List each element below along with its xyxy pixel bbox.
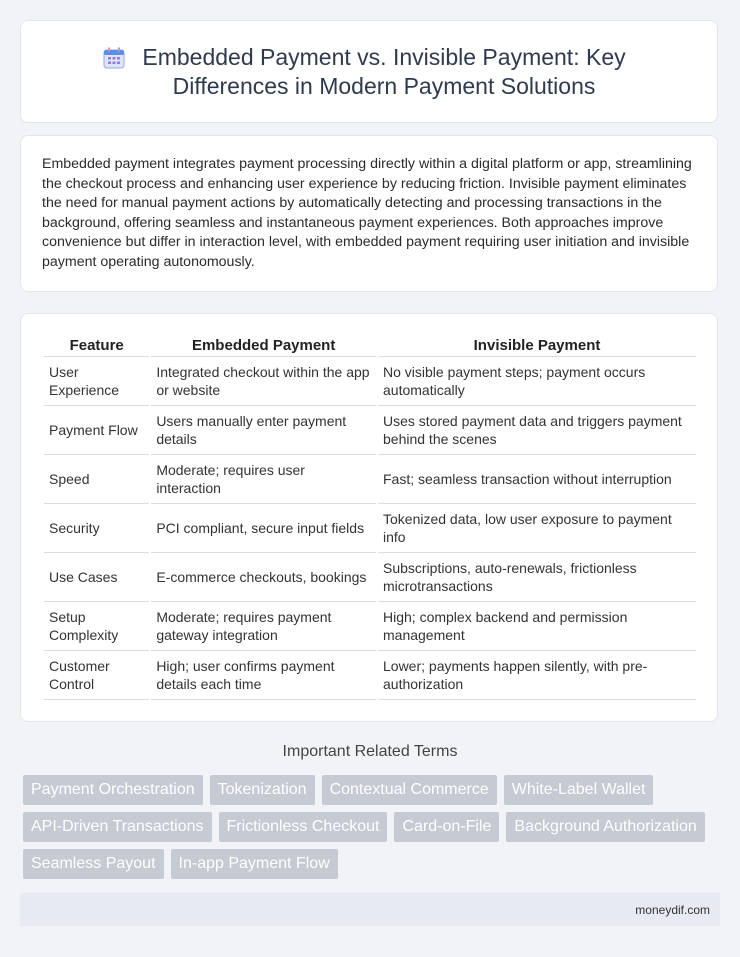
feature-cell: Customer Control	[44, 651, 149, 700]
table-row	[44, 651, 696, 700]
table-row	[44, 357, 696, 406]
table-row	[44, 455, 696, 504]
term-tag[interactable]: Card-on-File	[394, 812, 499, 842]
table-row	[44, 504, 696, 553]
feature-cell: Use Cases	[44, 553, 149, 602]
term-tag[interactable]: API-Driven Transactions	[23, 812, 212, 842]
related-terms-list	[23, 775, 723, 879]
invisible-cell: Subscriptions, auto-renewals, frictionless microtransactions	[378, 553, 696, 602]
page-title: Embedded Payment vs. Invisible Payment: Key Differences in Modern Payment Solutions	[142, 44, 626, 99]
table-header-row	[44, 332, 696, 357]
embedded-cell: Moderate; requires payment gateway integration	[151, 602, 376, 651]
intro-paragraph: Embedded payment integrates payment processing directly within a digital platform or app, streamlining the checkout process and enhancing user experience by reducing friction. Invisible payment eliminates the need for manual payment actions by automatically detecting and processing transactions in the background, offering seamless and instantaneous payment experiences. Both approaches improve convenience but differ in interaction level, with embedded payment requiring user initiation and invisible payment operating autonomously.	[42, 156, 692, 270]
embedded-cell: E-commerce checkouts, bookings	[151, 553, 376, 602]
embedded-cell: Moderate; requires user interaction	[151, 455, 376, 504]
feature-cell: Speed	[44, 455, 149, 504]
title-card	[20, 20, 718, 123]
term-tag[interactable]: Seamless Payout	[23, 849, 164, 879]
column-header: Feature	[44, 332, 149, 357]
invisible-cell: Uses stored payment data and triggers payment behind the scenes	[378, 406, 696, 455]
footer	[20, 893, 720, 926]
term-tag[interactable]: Payment Orchestration	[23, 775, 203, 805]
feature-cell: Security	[44, 504, 149, 553]
table-row	[44, 553, 696, 602]
invisible-cell: Fast; seamless transaction without interruption	[378, 455, 696, 504]
related-terms-heading: Important Related Terms	[282, 743, 458, 760]
term-tag[interactable]: In-app Payment Flow	[171, 849, 338, 879]
embedded-cell: Integrated checkout within the app or website	[151, 357, 376, 406]
comparison-table-card	[20, 313, 718, 722]
feature-cell: User Experience	[44, 357, 149, 406]
term-tag[interactable]: Tokenization	[210, 775, 315, 805]
feature-cell: Payment Flow	[44, 406, 149, 455]
invisible-cell: Tokenized data, low user exposure to payment info	[378, 504, 696, 553]
invisible-cell: No visible payment steps; payment occurs automatically	[378, 357, 696, 406]
table-row	[44, 406, 696, 455]
comparison-table	[42, 332, 698, 700]
embedded-cell: High; user confirms payment details each time	[151, 651, 376, 700]
invisible-cell: High; complex backend and permission management	[378, 602, 696, 651]
embedded-cell: Users manually enter payment details	[151, 406, 376, 455]
term-tag[interactable]: White-Label Wallet	[504, 775, 654, 805]
intro-card	[20, 135, 718, 292]
column-header: Embedded Payment	[151, 332, 376, 357]
column-header: Invisible Payment	[378, 332, 696, 357]
invisible-cell: Lower; payments happen silently, with pre-authorization	[378, 651, 696, 700]
term-tag[interactable]: Background Authorization	[506, 812, 704, 842]
feature-cell: Setup Complexity	[44, 602, 149, 651]
embedded-cell: PCI compliant, secure input fields	[151, 504, 376, 553]
table-row	[44, 602, 696, 651]
site-link[interactable]: moneydif.com	[635, 903, 710, 917]
term-tag[interactable]: Contextual Commerce	[322, 775, 497, 805]
term-tag[interactable]: Frictionless Checkout	[219, 812, 388, 842]
